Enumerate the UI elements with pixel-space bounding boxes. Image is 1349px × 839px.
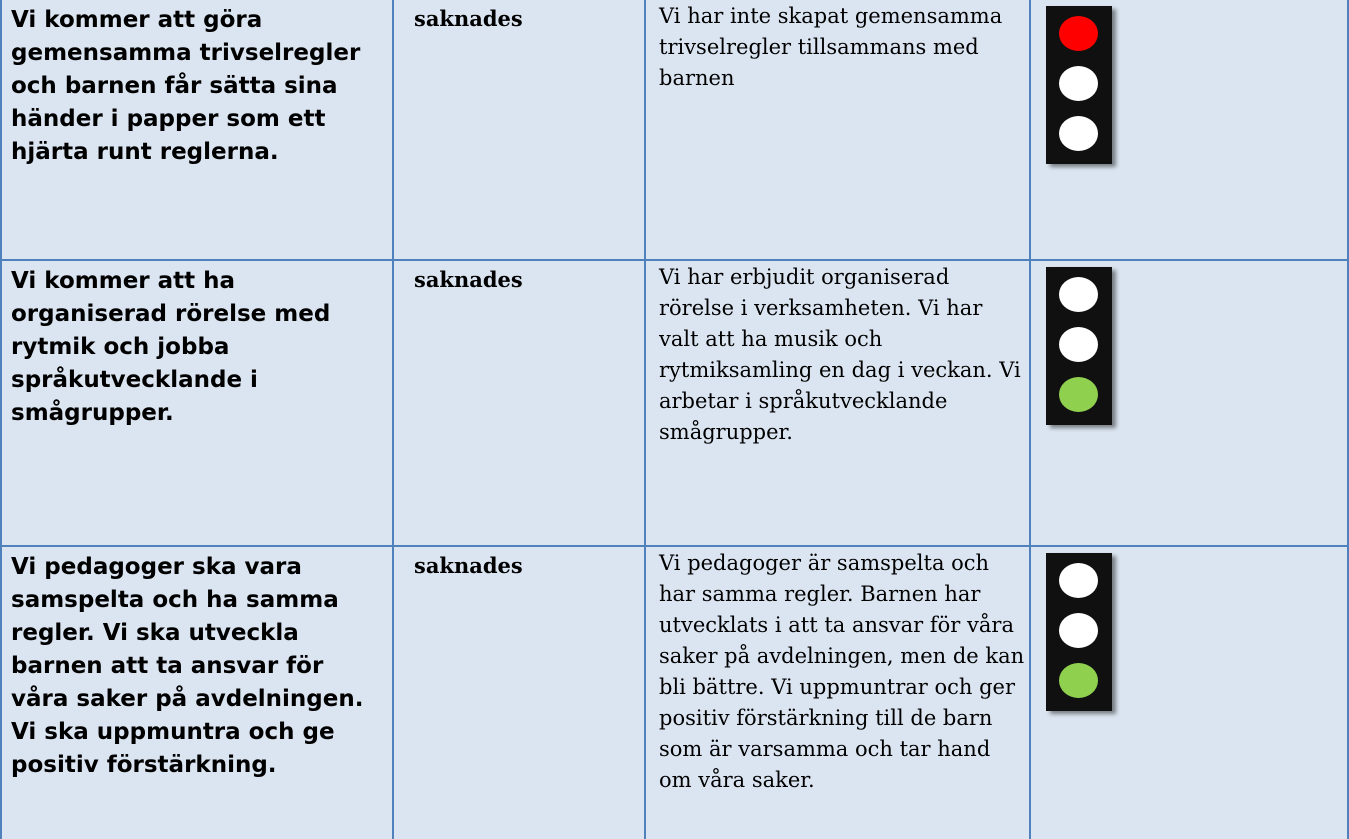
traffic-light-cell xyxy=(1031,261,1349,547)
traffic-light-icon xyxy=(1046,6,1112,164)
goal-cell xyxy=(0,0,394,261)
result-cell xyxy=(646,547,1031,839)
goal-text: Vi kommer att göra gemensamma trivselregler och barnen får sätta sina händer i papper som ett hjärta runt reglerna. xyxy=(11,7,361,165)
traffic-light-middle-lamp xyxy=(1059,327,1098,362)
goal-cell xyxy=(0,547,394,839)
traffic-light-middle-lamp xyxy=(1059,613,1098,648)
status-text: saknades xyxy=(414,267,523,292)
goal-cell xyxy=(0,261,394,547)
goal-text: Vi pedagoger ska vara samspelta och ha samma regler. Vi ska utveckla barnen att ta ansvar för våra saker på avdelningen. Vi ska uppmuntra och ge positiv förstärkning. xyxy=(11,554,364,778)
traffic-light-icon xyxy=(1046,553,1112,711)
traffic-light-icon xyxy=(1046,267,1112,425)
traffic-light-cell xyxy=(1031,547,1349,839)
traffic-light-bottom-lamp xyxy=(1059,663,1098,698)
result-text: Vi har erbjudit organiserad rörelse i verksamheten. Vi har valt att ha musik och rytmiksamling en dag i veckan. Vi arbetar i språkutvecklande smågrupper. xyxy=(659,265,1021,444)
traffic-light-middle-lamp xyxy=(1059,66,1098,101)
status-text: saknades xyxy=(414,553,523,578)
traffic-light-top-lamp xyxy=(1059,563,1098,598)
result-text: Vi har inte skapat gemensamma trivselregler tillsammans med barnen xyxy=(659,4,1003,90)
goal-text: Vi kommer att ha organiserad rörelse med rytmik och jobba språkutvecklande i smågrupper. xyxy=(11,268,331,426)
status-text: saknades xyxy=(414,6,523,31)
traffic-light-bottom-lamp xyxy=(1059,116,1098,151)
traffic-light-top-lamp xyxy=(1059,277,1098,312)
status-cell xyxy=(394,0,646,261)
status-cell xyxy=(394,547,646,839)
result-cell xyxy=(646,261,1031,547)
result-text: Vi pedagoger är samspelta och har samma regler. Barnen har utvecklats i att ta ansvar för våra saker på avdelningen, men de kan bli bättre. Vi uppmuntrar och ger positiv förstärkning till de barn som är varsamma och tar hand om våra saker. xyxy=(659,551,1025,792)
traffic-light-bottom-lamp xyxy=(1059,377,1098,412)
status-cell xyxy=(394,261,646,547)
result-cell xyxy=(646,0,1031,261)
traffic-light-top-lamp xyxy=(1059,16,1098,51)
traffic-light-cell xyxy=(1031,0,1349,261)
